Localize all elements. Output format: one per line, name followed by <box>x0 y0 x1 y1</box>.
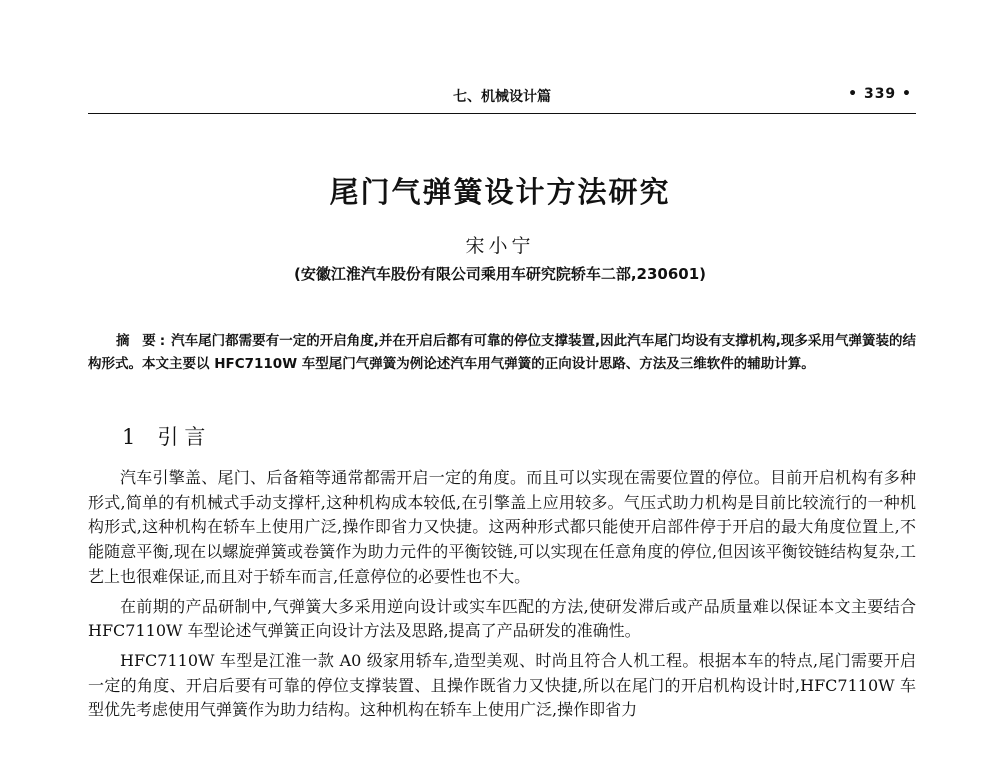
paragraph: 在前期的产品研制中,气弹簧大多采用逆向设计或实车匹配的方法,使研发滞后或产品质量难以保证本文主要结合 HFC7110W 车型论述气弹簧正向设计方法及思路,提高了产品研发的准确性。 <box>88 596 916 641</box>
author-name: 宋小宁 <box>465 235 535 257</box>
paragraph: 汽车引擎盖、尾门、后备箱等通常都需开启一定的角度。而且可以实现在需要位置的停位。目前开启机构有多种形式,简单的有机械式手动支撑杆,这种机构成本较低,在引擎盖上应用较多。气压式助力机构是目前比较流行的一种机构形式,这种机构在轿车上使用广泛,操作即省力又快捷。这两种形式都只能使开启部件停于开启的最大角度位置上,不能随意平衡,现在以螺旋弹簧或卷簧作为助力元件的平衡铰链,可以实现在任意角度的停位,但因该平衡铰链结构复杂,工艺上也很难保证,而且对于轿车而言,任意停位的必要性也不大。 <box>88 468 916 586</box>
body-text <box>88 466 916 728</box>
paper-title: 尾门气弹簧设计方法研究 <box>329 175 671 209</box>
running-header <box>88 86 916 110</box>
section-title: 引言 <box>157 425 212 449</box>
header-divider <box>88 113 916 114</box>
running-title: 七、机械设计篇 <box>453 89 551 105</box>
section-number: 1 <box>122 425 136 449</box>
author-affiliation: (安徽江淮汽车股份有限公司乘用车研究院轿车二部,230601) <box>293 265 707 283</box>
abstract-text: 汽车尾门都需要有一定的开启角度,并在开启后都有可靠的停位支撑装置,因此汽车尾门均设有支撑机构,现多采用气弹簧装的结构形式。本文主要以 HFC7110W 车型尾门气弹簧为例论述汽车用气弹簧的正向设计思路、方法及三维软件的辅助计算。 <box>88 333 916 372</box>
paragraph: HFC7110W 车型是江淮一款 A0 级家用轿车,造型美观、时尚且符合人机工程。根据本车的特点,尾门需要开启一定的角度、开启后要有可靠的停位支撑装置、且操作既省力又快捷,所以在尾门的开启机构设计时,HFC7110W 车型优先考虑使用气弹簧作为助力结构。这种机构在轿车上使用广泛,操作即省力 <box>88 650 916 720</box>
page-number: • 339 • <box>848 86 912 102</box>
abstract-label: 摘 要: <box>116 333 170 349</box>
abstract <box>88 330 916 376</box>
section-heading <box>122 421 211 451</box>
